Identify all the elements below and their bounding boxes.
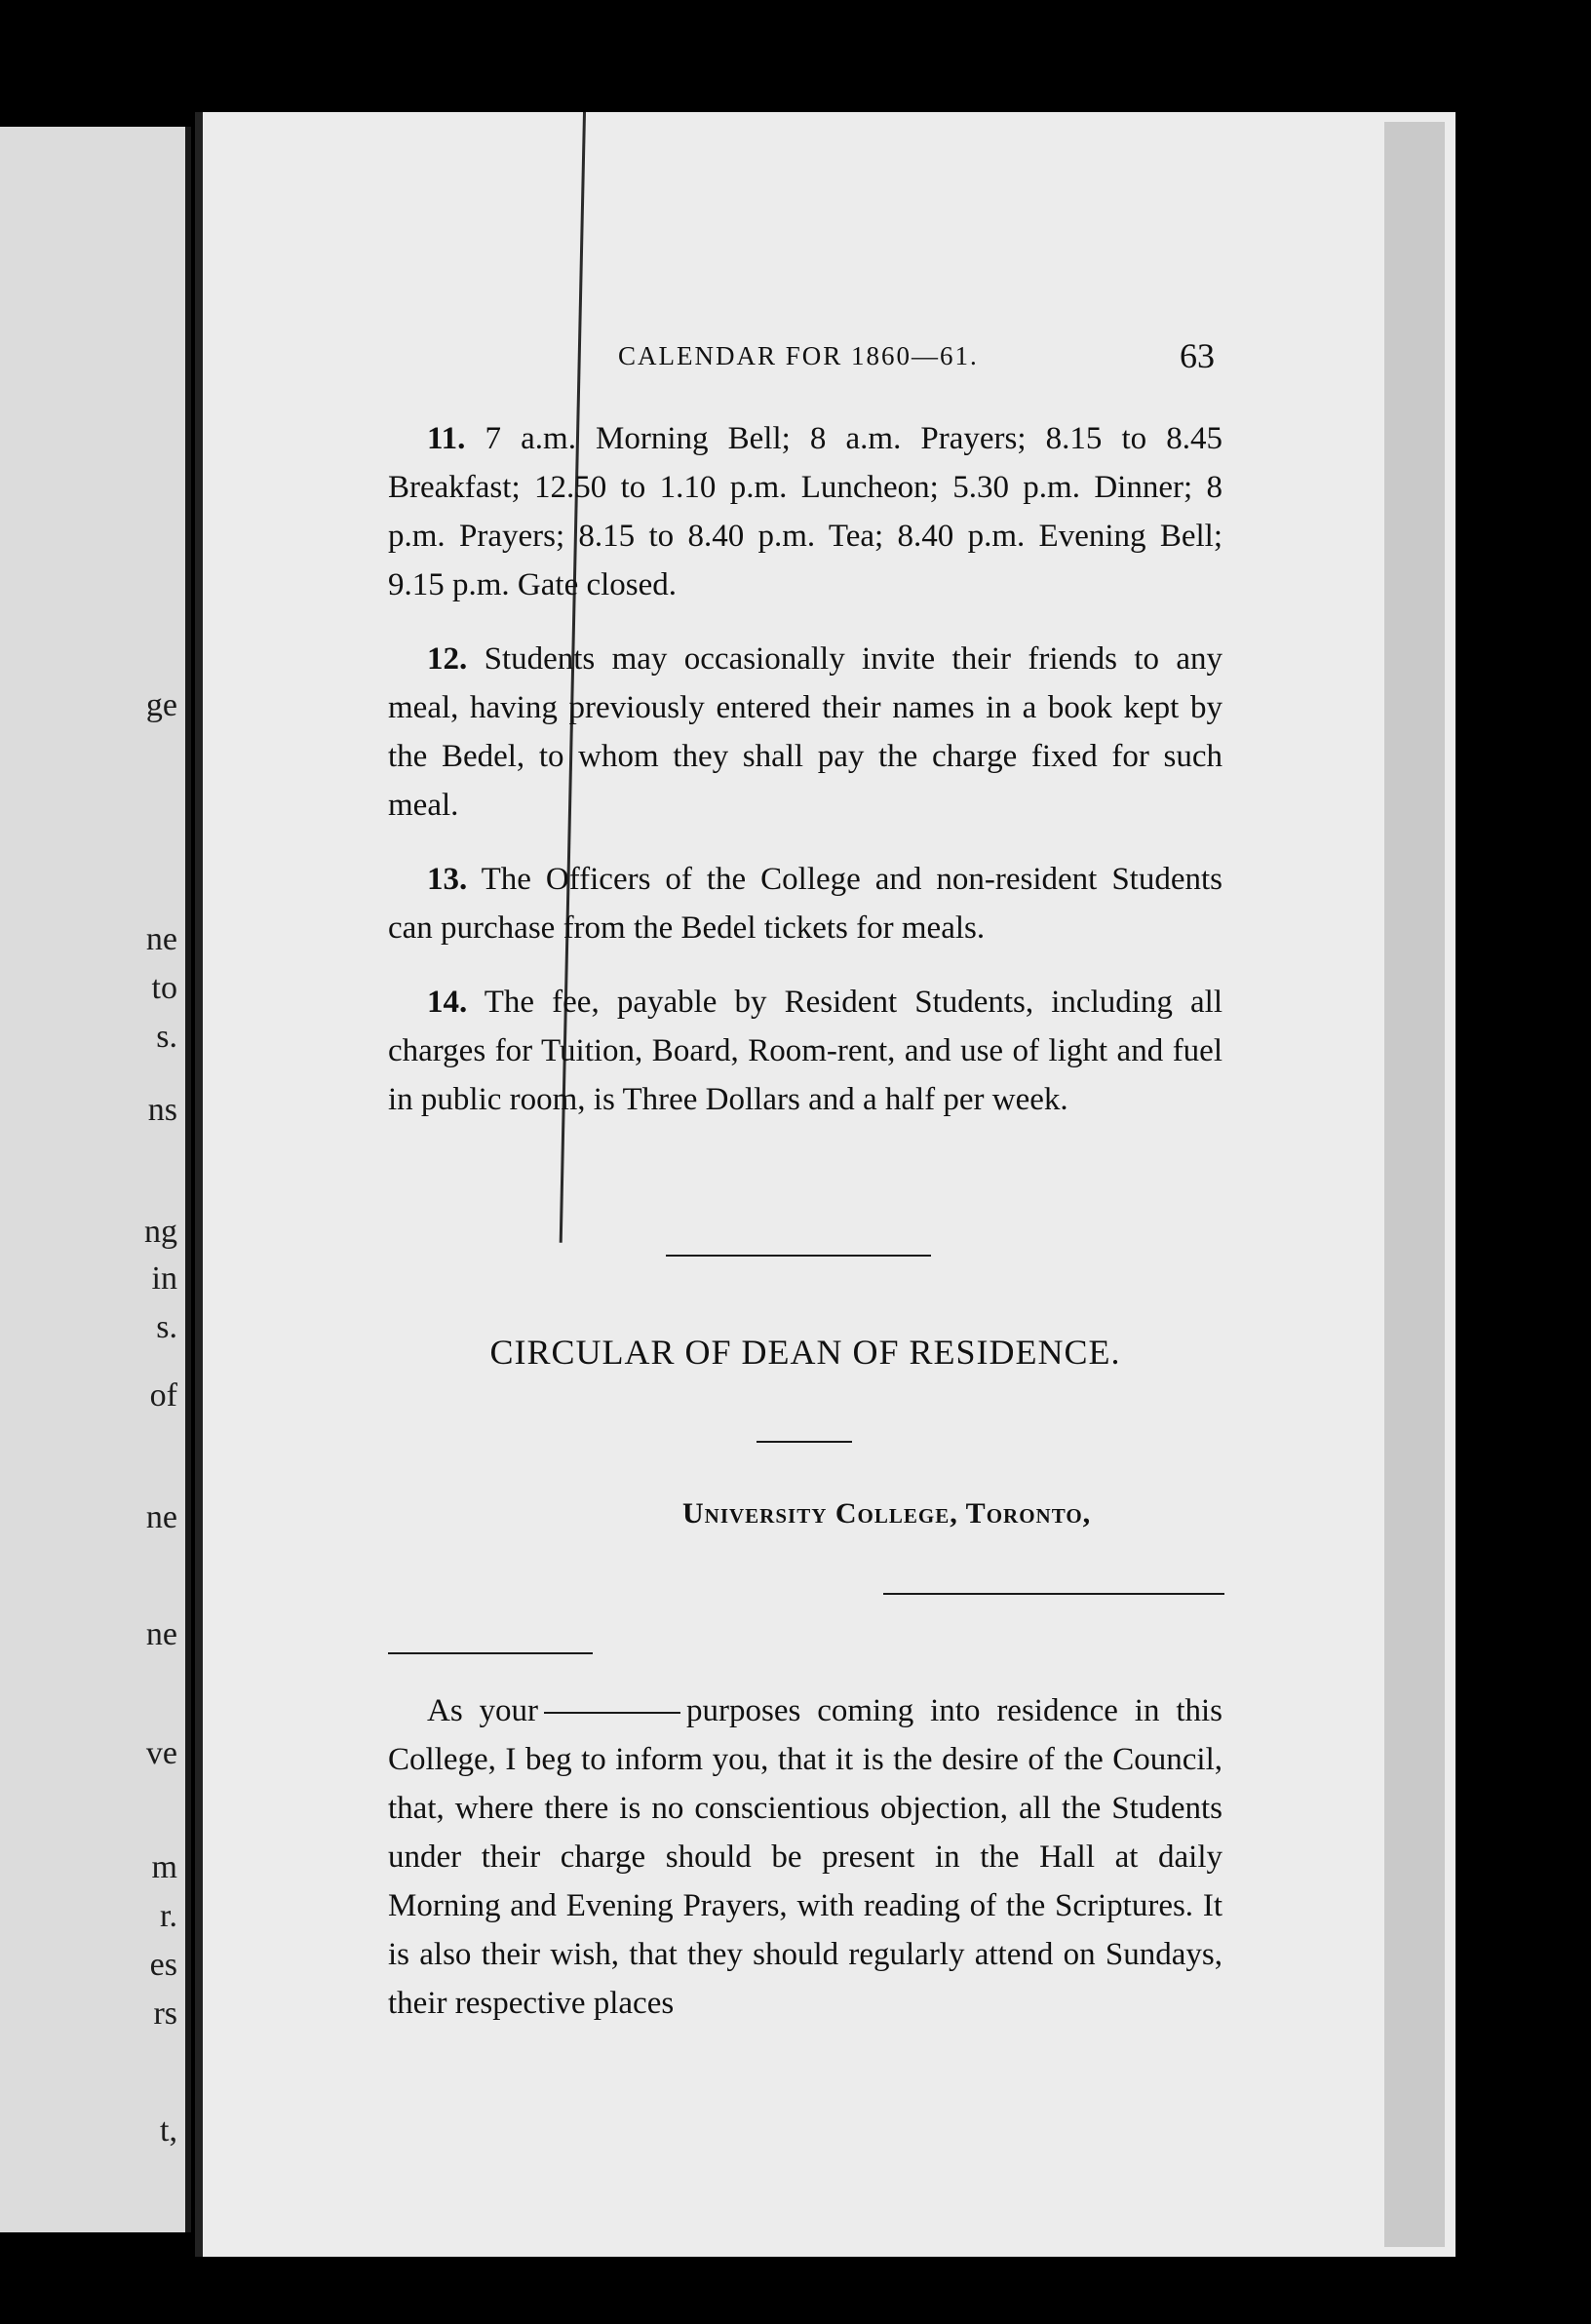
salutation-blank: [388, 1652, 593, 1654]
left-fragment: ne: [145, 1616, 177, 1652]
left-fragment: ne: [145, 921, 177, 957]
left-fragment: ve: [145, 1735, 177, 1771]
left-fragment: ns: [147, 1092, 177, 1128]
page-number: 63: [1180, 336, 1215, 375]
circular-paragraph: As your purposes coming into residence in this College, I beg to inform you, that it is the desire of the Council, that, where there is no conscientious objection, all the Students under their charge should be present in the Hall at daily Morning and Evening Prayers, with reading of the Scriptures. It is also their wish, that they should regularly attend on Sundays, their respective places: [388, 1693, 1222, 2021]
left-fragment: t,: [160, 2112, 177, 2149]
circular-body: [388, 1686, 1222, 2028]
section-divider: [666, 1255, 931, 1257]
left-fragment: in: [151, 1260, 177, 1297]
left-fragment: m: [151, 1849, 177, 1885]
left-fragment: rs: [153, 1995, 177, 2032]
left-fragment: s.: [156, 1309, 177, 1345]
rule-11: 11. 7 a.m. Morning Bell; 8 a.m. Prayers; 8.15 to 8.45 Breakfast; 12.50 to 1.10 p.m. Luncheon; 5.30 p.m. Dinner; 8 p.m. Prayers; 8.15 to 8.40 p.m. Tea; 8.40 p.m. Evening Bell; 9.15 p.m. Gate closed.: [388, 421, 1223, 602]
inline-blank: [544, 1712, 680, 1714]
left-fragment: es: [149, 1947, 177, 1983]
rule-13: 13. The Officers of the College and non-resident Students can purchase from the Bedel tickets for meals.: [388, 862, 1222, 946]
address-line: University College, Toronto,: [682, 1497, 1092, 1530]
circular-title: CIRCULAR OF DEAN OF RESIDENCE.: [489, 1333, 1121, 1372]
running-header: CALENDAR FOR 1860—61.: [618, 341, 979, 370]
page-edge: [1384, 122, 1445, 2247]
facing-page-fragment: [0, 127, 191, 2232]
left-fragment: ne: [145, 1499, 177, 1535]
left-fragment: to: [151, 970, 177, 1006]
left-fragment: ge: [145, 687, 177, 723]
left-fragment: ng: [144, 1214, 177, 1250]
title-divider: [757, 1441, 852, 1443]
rule-12: 12. Students may occasionally invite their friends to any meal, having previously entered their names in a book kept by the Bedel, to whom they shall pay the charge fixed for such meal.: [388, 641, 1222, 823]
left-fragment: r.: [160, 1898, 177, 1934]
date-blank: [883, 1593, 1224, 1595]
left-fragment: s.: [156, 1019, 177, 1055]
rules-section: [388, 414, 1222, 1149]
left-fragment: of: [149, 1377, 177, 1414]
rule-14: 14. The fee, payable by Resident Students, including all charges for Tuition, Board, Room-rent, and use of light and fuel in public room, is Three Dollars and a half per week.: [388, 985, 1223, 1117]
